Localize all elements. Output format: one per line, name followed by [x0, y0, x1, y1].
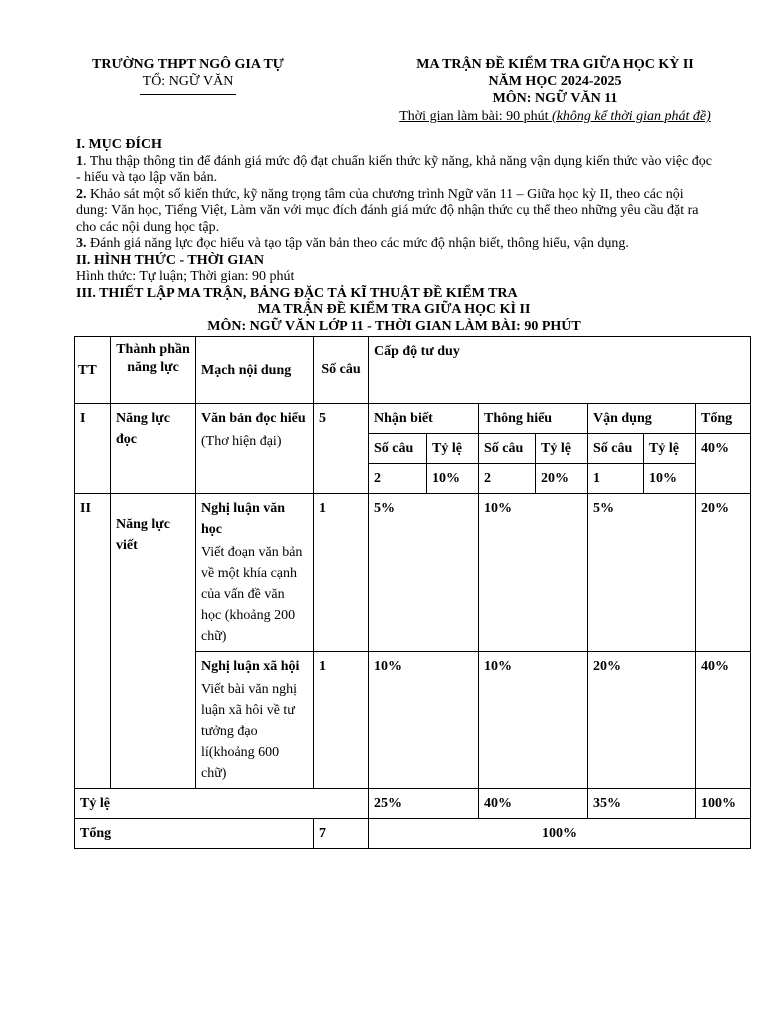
- section-2-text: Hình thức: Tự luận; Thời gian: 90 phút: [76, 269, 295, 284]
- row-3-content: [196, 652, 314, 789]
- matrix-table: [74, 336, 751, 849]
- nb-ratio-label: Tỷ lệ: [427, 434, 479, 464]
- ratio-nb: 25%: [369, 789, 479, 819]
- row-1-content: [196, 404, 314, 494]
- row-3-vd: 20%: [588, 652, 696, 789]
- table-row: [75, 789, 751, 819]
- time-info: [380, 108, 730, 125]
- section-3-title: III. THIẾT LẬP MA TRẬN, BẢNG ĐẶC TẢ KĨ THUẬT ĐỀ KIỂM TRA: [76, 285, 518, 301]
- row-1-nb-count: 2: [369, 464, 427, 494]
- section-2-title: II. HÌNH THỨC - THỜI GIAN: [76, 252, 264, 268]
- school-name: TRƯỜNG THPT NGÔ GIA TỰ: [92, 57, 284, 72]
- row-3-count: 1: [314, 652, 369, 789]
- row-1-nb-pct: 10%: [427, 464, 479, 494]
- section-1-title: I. MỤC ĐÍCH: [76, 137, 162, 152]
- row-1-vd-count: 1: [588, 464, 644, 494]
- nb-count-label: Số câu: [369, 434, 427, 464]
- paragraph-3-number: 3.: [76, 236, 87, 251]
- ratio-th: 40%: [479, 789, 588, 819]
- matrix-title: MA TRẬN ĐỀ KIỂM TRA GIỮA HỌC KÌ II: [257, 302, 531, 317]
- row-1-count: 5: [314, 404, 369, 494]
- ratio-total: 100%: [696, 789, 751, 819]
- table-row: [75, 404, 751, 434]
- exam-header: [380, 56, 730, 125]
- sum-label: Tổng: [75, 819, 314, 849]
- time-prefix: Thời gian làm bài: 90 phút: [399, 109, 553, 124]
- row-2-nb: 5%: [369, 494, 479, 652]
- col-level-header: Cấp độ tư duy: [369, 337, 751, 404]
- row-3-content-sub: Viết bài văn nghị luận xã hôi về tư tưởng đạo lí(khoảng 600 chữ): [201, 682, 297, 781]
- document-body: [76, 137, 712, 335]
- row-1-total: 40%: [696, 434, 751, 494]
- row-1-th-count: 2: [479, 464, 536, 494]
- row-3-content-title: Nghị luận xã hội: [201, 659, 300, 674]
- paragraph-2: [76, 187, 712, 237]
- row-1-vd-pct: 10%: [644, 464, 696, 494]
- vd-ratio-label: Tỷ lệ: [644, 434, 696, 464]
- paragraph-1: [76, 154, 712, 187]
- paragraph-3: [76, 236, 712, 253]
- sum-total: 100%: [369, 819, 751, 849]
- level-nb-header: Nhận biết: [369, 404, 479, 434]
- row-1-content-sub: (Thơ hiện đại): [201, 434, 282, 449]
- row-1-component: Năng lực đọc: [111, 404, 196, 494]
- row-3-nb: 10%: [369, 652, 479, 789]
- ratio-vd: 35%: [588, 789, 696, 819]
- subject: MÔN: NGỮ VĂN 11: [492, 91, 618, 106]
- school-header: [60, 56, 316, 95]
- paragraph-3-text: Đánh giá năng lực đọc hiểu và tạo tập văn bản theo các mức độ nhận biết, thông hiểu, vận dụng.: [86, 236, 629, 251]
- department-name: TỔ: NGỮ VĂN: [142, 74, 234, 89]
- row-1-tt: I: [75, 404, 111, 494]
- school-year: NĂM HỌC 2024-2025: [488, 74, 622, 89]
- row-2-total: 20%: [696, 494, 751, 652]
- doc-title: MA TRẬN ĐỀ KIỂM TRA GIỮA HỌC KỲ II: [416, 57, 694, 72]
- time-note: (không kể thời gian phát đề): [552, 109, 711, 124]
- paragraph-2-number: 2.: [76, 186, 87, 202]
- table-row: [75, 494, 751, 652]
- sum-count: 7: [314, 819, 369, 849]
- col-tt-header: TT: [75, 337, 111, 404]
- row-2-component: Năng lực viết: [111, 494, 196, 789]
- row-2-th: 10%: [479, 494, 588, 652]
- level-th-header: Thông hiểu: [479, 404, 588, 434]
- col-component-header: Thành phần năng lực: [111, 337, 196, 404]
- total-header: Tổng: [696, 404, 751, 434]
- row-1-th-pct: 20%: [536, 464, 588, 494]
- matrix-subtitle: MÔN: NGỮ VĂN LỚP 11 - THỜI GIAN LÀM BÀI: 90 PHÚT: [207, 318, 581, 334]
- row-3-th: 10%: [479, 652, 588, 789]
- col-content-header: Mạch nội dung: [196, 337, 314, 404]
- row-2-content: [196, 494, 314, 652]
- row-1-content-title: Văn bản đọc hiểu: [201, 411, 306, 426]
- row-3-total: 40%: [696, 652, 751, 789]
- row-2-content-title: Nghị luận văn học: [201, 501, 286, 537]
- col-count-header: Số câu: [314, 337, 369, 404]
- vd-count-label: Số câu: [588, 434, 644, 464]
- th-count-label: Số câu: [479, 434, 536, 464]
- ratio-label: Tỷ lệ: [75, 789, 369, 819]
- table-row: [75, 819, 751, 849]
- paragraph-1-text: . Thu thập thông tin để đánh giá mức độ đạt chuẩn kiến thức kỹ năng, khả năng vận dụng kiến thức vào việc đọc - hiểu và tạo lập văn bản.: [76, 153, 713, 185]
- row-2-tt: II: [75, 494, 111, 789]
- row-2-content-sub: Viết đoạn văn bản về một khía cạnh của vấn đề văn học (khoảng 200 chữ): [201, 545, 303, 644]
- paragraph-2-text: Khảo sát một số kiến thức, kỹ năng trọng tâm của chương trình Ngữ văn 11 – Giữa học kỳ II, theo các nội dung: Văn học, Tiếng Việt, Làm văn với mục đích đánh giá mức độ nhận thức cụ thể theo những yêu cầu đặt ra cho các nội dung học tập.: [76, 186, 699, 235]
- header-divider: [140, 94, 236, 95]
- row-2-vd: 5%: [588, 494, 696, 652]
- paragraph-1-number: 1: [76, 153, 83, 169]
- th-ratio-label: Tỷ lệ: [536, 434, 588, 464]
- row-2-count: 1: [314, 494, 369, 652]
- table-header-row: [75, 337, 751, 404]
- level-vd-header: Vận dụng: [588, 404, 696, 434]
